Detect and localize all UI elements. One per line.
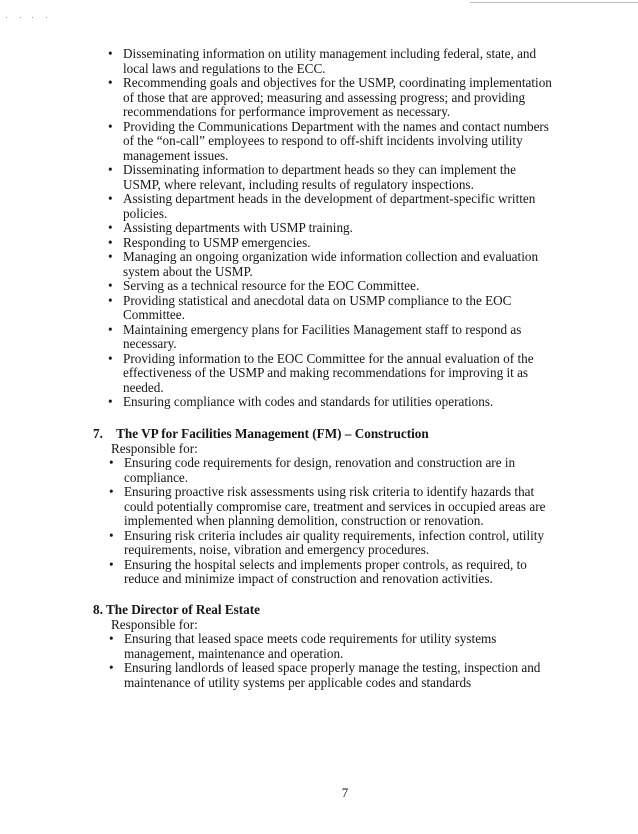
list-item: • Providing information to the EOC Committee for the annual evaluation of the effectiveness of the USMP and making recommendations for improving it as needed. <box>108 352 553 396</box>
section-number: 8. <box>93 602 103 617</box>
section-list <box>109 456 563 587</box>
list-item: • Recommending goals and objectives for the USMP, coordinating implementation of those that are approved; measuring and assessing progress; and providing recommendations for performance improvement as necessary. <box>108 76 553 120</box>
list-item: • Assisting department heads in the development of department-specific written policies. <box>108 192 553 221</box>
section-subheading: Responsible for: <box>111 440 198 456</box>
list-item: • Disseminating information to department heads so they can implement the USMP, where relevant, including results of regulatory inspections. <box>108 163 553 192</box>
section-vp-facilities-management <box>93 427 563 587</box>
section-director-real-estate <box>93 603 563 690</box>
list-item: • Ensuring landlords of leased space properly manage the testing, inspection and maintenance of utility systems per applicable codes and standards <box>109 661 563 690</box>
list-item: • Disseminating information on utility management including federal, state, and local laws and regulations to the ECC. <box>108 47 553 76</box>
list-item: • Providing the Communications Department with the names and contact numbers of the “on-call” employees to respond to off-shift incidents involving utility management issues. <box>108 120 553 164</box>
section-title: The Director of Real Estate <box>105 602 261 617</box>
list-item: • Serving as a technical resource for the EOC Committee. <box>108 279 553 294</box>
page-number: 7 <box>341 785 349 800</box>
list-item: • Ensuring compliance with codes and standards for utilities operations. <box>108 395 553 410</box>
list-item: • Assisting departments with USMP training. <box>108 221 553 236</box>
section-list <box>109 632 563 690</box>
list-item: • Responding to USMP emergencies. <box>108 236 553 251</box>
scan-edge-line <box>470 2 638 3</box>
section-title: The VP for Facilities Management (FM) – Construction <box>116 426 429 441</box>
list-item: • Managing an ongoing organization wide information collection and evaluation system about the USMP. <box>108 250 553 279</box>
list-item: • Ensuring code requirements for design, renovation and construction are in compliance. <box>109 456 563 485</box>
scan-artifact-dots <box>6 17 66 21</box>
list-item: • Ensuring that leased space meets code requirements for utility systems management, maintenance and operation. <box>109 632 563 661</box>
section-heading <box>93 427 563 442</box>
list-item: • Ensuring proactive risk assessments using risk criteria to identify hazards that could potentially compromise care, treatment and services in occupied areas are implemented when planning demolition, construction or renovation. <box>109 485 563 529</box>
list-item: • Ensuring risk criteria includes air quality requirements, infection control, utility requirements, noise, vibration and emergency procedures. <box>109 529 563 558</box>
section-number: 7. <box>93 426 103 441</box>
list-item: • Maintaining emergency plans for Facilities Management staff to respond as necessary. <box>108 323 553 352</box>
responsibilities-list <box>108 47 553 410</box>
section-heading <box>93 603 563 618</box>
list-item: • Ensuring the hospital selects and implements proper controls, as required, to reduce and minimize impact of construction and renovation activities. <box>109 558 563 587</box>
section-subheading: Responsible for: <box>111 616 198 632</box>
list-item: • Providing statistical and anecdotal data on USMP compliance to the EOC Committee. <box>108 294 553 323</box>
